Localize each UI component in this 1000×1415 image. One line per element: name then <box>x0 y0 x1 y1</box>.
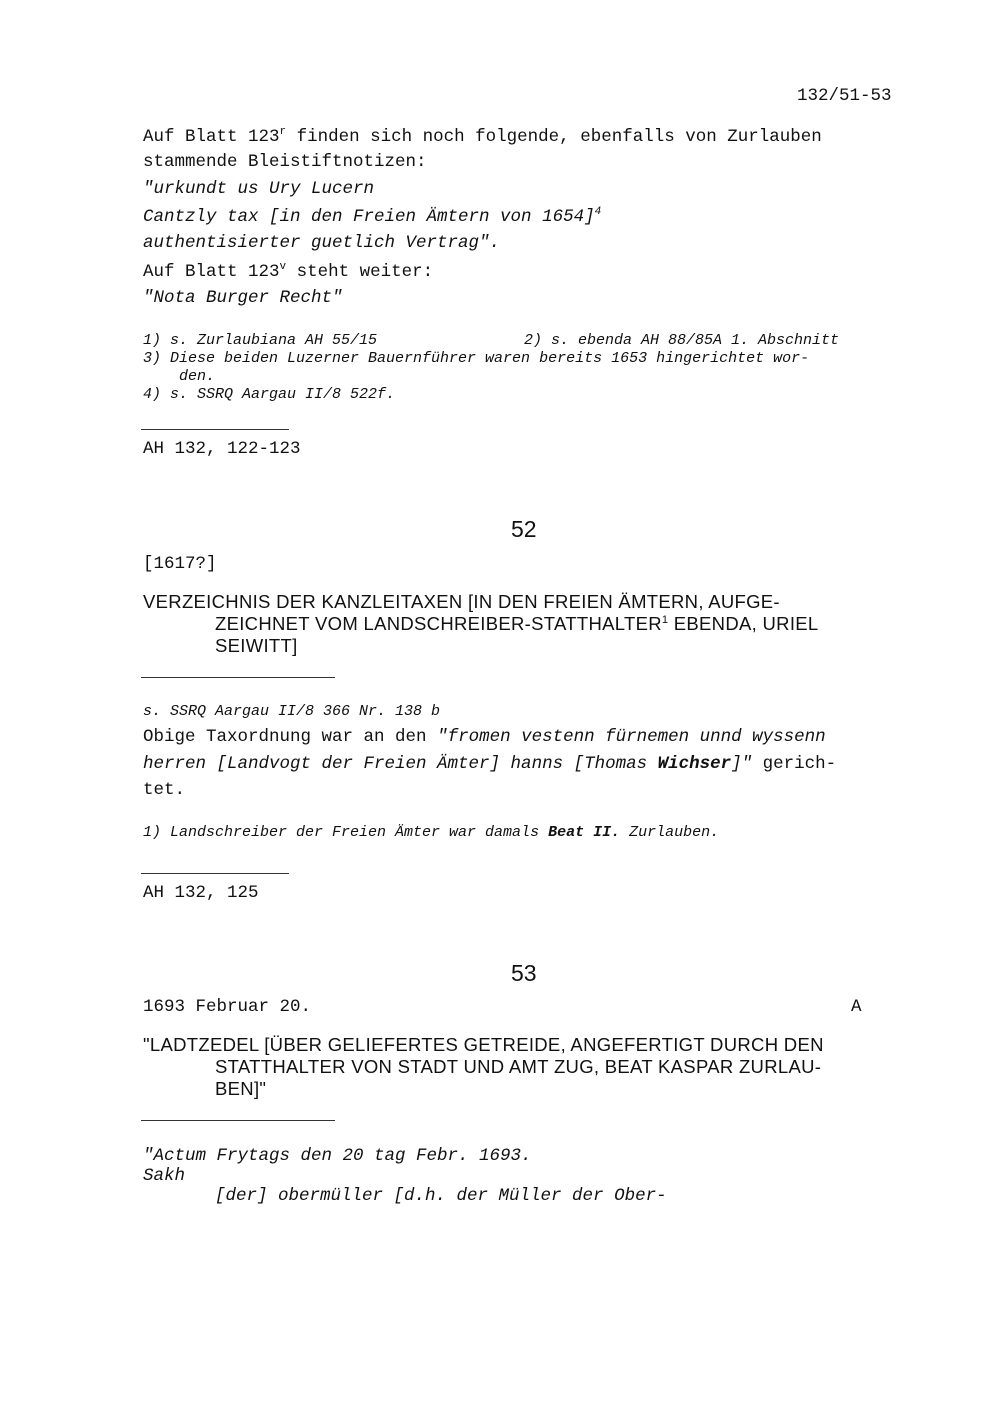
footnote-1: 1) s. Zurlaubiana AH 55/15 <box>143 332 378 349</box>
body-52-line-2 <box>143 754 836 774</box>
divider <box>141 873 289 874</box>
footnote-3-cont: den. <box>179 368 216 385</box>
intro-line-2: stammende Bleistiftnotizen: <box>143 152 427 172</box>
title-52-text-b: EBENDA, URIEL <box>668 613 819 634</box>
intro-line-1 <box>143 127 822 147</box>
divider <box>141 677 335 678</box>
text-53-line-3: [der] obermüller [d.h. der Müller der Ober- <box>215 1186 667 1206</box>
entry-date-53: 1693 Februar 20. <box>143 997 312 1017</box>
body-52-line-3: tet. <box>143 780 186 800</box>
entry-date-52: [1617?] <box>143 554 217 574</box>
quote-line-2 <box>143 207 601 227</box>
blatt-line <box>143 262 433 282</box>
body-52-quote-1: "fromen vestenn fürnemen unnd wyssenn <box>437 727 826 747</box>
text-53-line-2: Sakh <box>143 1166 186 1186</box>
body-52-name-bold: Wichser <box>657 754 732 774</box>
footnote-ref-1: 1 <box>661 614 669 626</box>
divider <box>141 429 289 430</box>
quote-line-1: "urkundt us Ury Lucern <box>143 179 375 199</box>
body-52-line-1 <box>143 727 826 747</box>
footnote-4: 4) s. SSRQ Aargau II/8 522f. <box>143 386 396 403</box>
quote-line-2-text: Cantzly tax [in den Freien Ämtern von 1654] <box>143 207 595 227</box>
entry-number-53: 53 <box>511 960 537 986</box>
entry-title-53-line-2: STATTHALTER VON STADT UND AMT ZUG, BEAT KASPAR ZURLAU- <box>215 1056 822 1077</box>
blatt-text-a: Auf Blatt 123 <box>143 262 280 282</box>
body-52-quote-2a: herren [Landvogt der Freien Ämter] hanns [Thomas <box>143 754 658 774</box>
intro-text-b: finden sich noch folgende, ebenfalls von Zurlauben <box>286 127 822 147</box>
footnote-ref-4: 4 <box>594 206 602 218</box>
footnote-2: 2) s. ebenda AH 88/85A 1. Abschnitt <box>524 332 840 349</box>
quote-line-3: authentisierter guetlich Vertrag". <box>143 233 501 253</box>
blatt-text-b: steht weiter: <box>286 262 434 282</box>
entry-title-52-line-3: SEIWITT] <box>215 635 298 656</box>
text-53-line-1: "Actum Frytags den 20 tag Febr. 1693. <box>143 1146 532 1166</box>
divider <box>141 1120 335 1121</box>
fn-52-text-b: Zurlauben. <box>620 824 720 841</box>
fn-52-text-a: 1) Landschreiber der Freien Ämter war damals <box>143 824 549 841</box>
quote-nota: "Nota Burger Recht" <box>143 288 343 308</box>
entry-title-53-line-1: "LADTZEDEL [ÜBER GELIEFERTES GETREIDE, ANGEFERTIGT DURCH DEN <box>143 1034 824 1055</box>
body-52-text-b: gerich- <box>752 754 837 774</box>
entry-number-52: 52 <box>511 516 537 542</box>
entry-title-53-line-3: BEN]" <box>215 1078 267 1099</box>
body-52-quote-2b: ]" <box>731 754 753 774</box>
source-ref-51: AH 132, 122-123 <box>143 439 301 459</box>
intro-text-a: Auf Blatt 123 <box>143 127 280 147</box>
fn-52-bold: Beat II. <box>548 824 621 841</box>
entry-title-52-line-2 <box>215 613 819 635</box>
superscript-verso: v <box>279 261 287 273</box>
title-52-text-a: ZEICHNET VOM LANDSCHREIBER-STATTHALTER <box>215 613 662 634</box>
footnote-3: 3) Diese beiden Luzerner Bauernführer waren bereits 1653 hingerichtet wor- <box>143 350 810 367</box>
footnote-52-1 <box>143 824 719 841</box>
superscript-recto: r <box>279 126 287 138</box>
entry-title-52-line-1: VERZEICHNIS DER KANZLEITAXEN [IN DEN FREIEN ÄMTERN, AUFGE- <box>143 591 780 612</box>
ssrq-reference-52: s. SSRQ Aargau II/8 366 Nr. 138 b <box>143 703 441 720</box>
page-reference: 132/51-53 <box>797 86 892 106</box>
body-52-text-a: Obige Taxordnung war an den <box>143 727 438 747</box>
entry-marker-53: A <box>851 997 862 1017</box>
source-ref-52: AH 132, 125 <box>143 883 259 903</box>
